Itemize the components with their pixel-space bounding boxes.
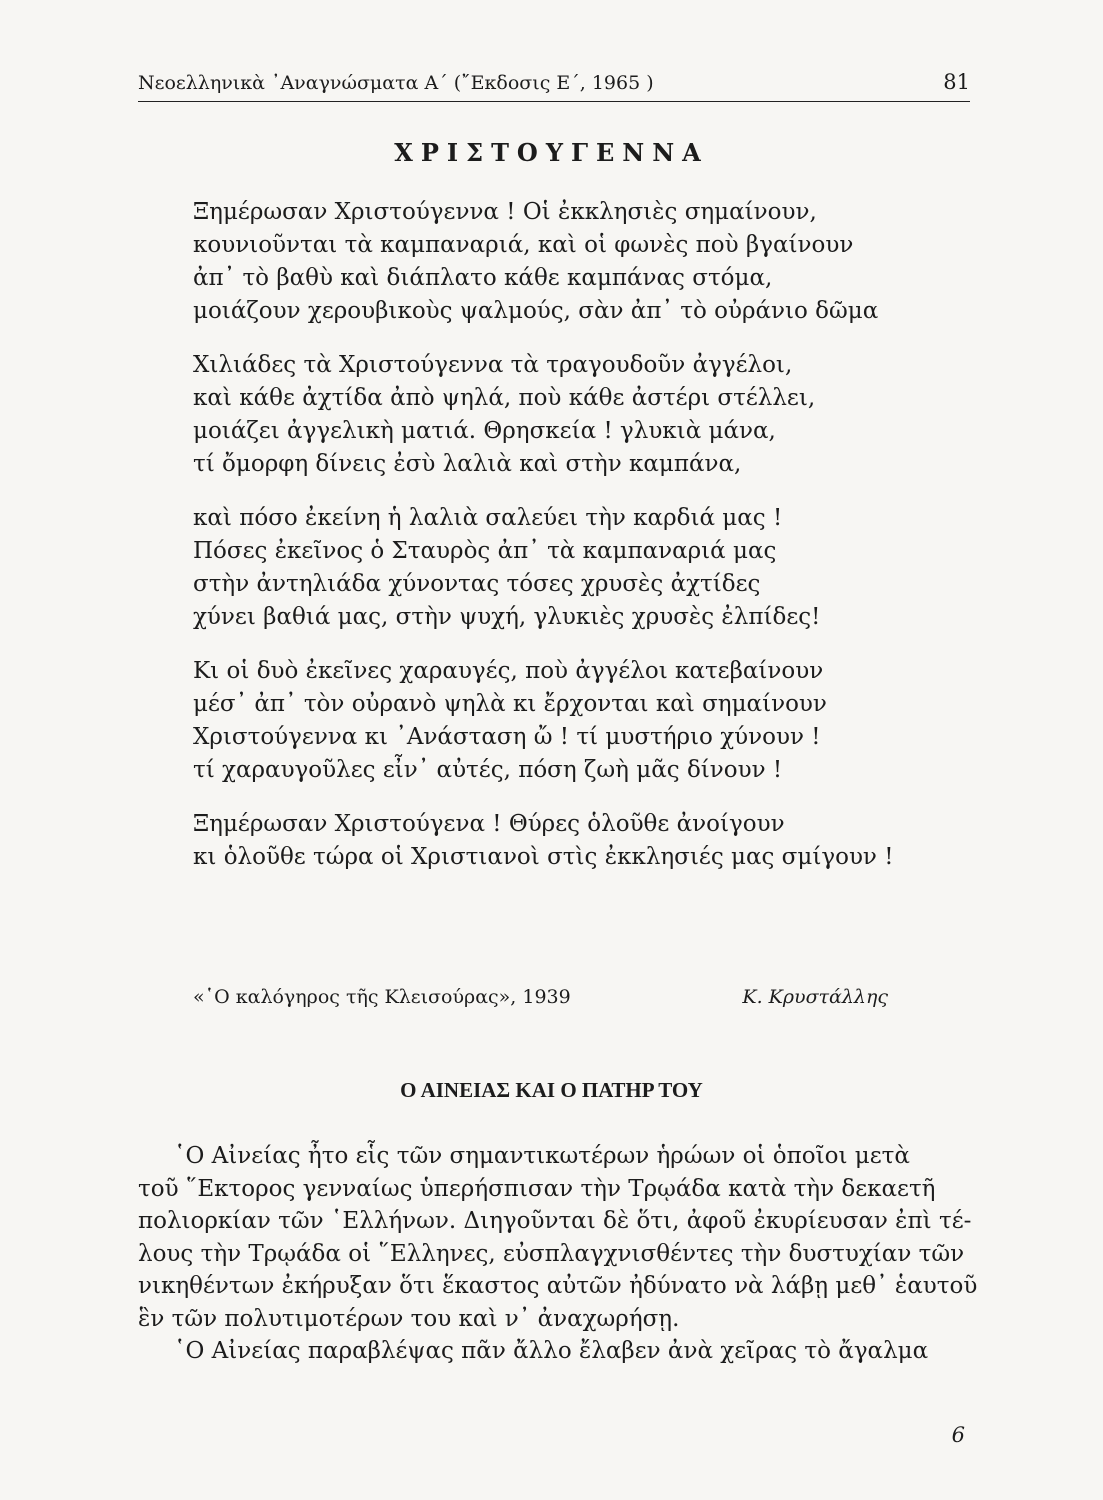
poem-line: Ξημέρωσαν Χριστούγενα ! Θύρες ὁλοῦθε ἀνοίγουν: [193, 811, 785, 837]
poem-line: κουνιοῦνται τὰ καμπαναριά, καὶ οἱ φωνὲς ποὺ βγαίνουν: [193, 232, 854, 258]
poem-attribution: [193, 986, 888, 1008]
poem-line: καὶ κάθε ἀχτίδα ἀπὸ ψηλά, ποὺ κάθε ἀστέρι στέλλει,: [193, 385, 816, 411]
poem-line: καὶ πόσο ἐκείνη ἡ λαλιὰ σαλεύει τὴν καρδιά μας !: [193, 505, 783, 531]
poem-line: στὴν ἀντηλιάδα χύνοντας τόσες χρυσὲς ἀχτίδες: [193, 571, 761, 597]
poem-source: «῾Ο καλόγηρος τῆς Κλεισούρας», 1939: [193, 986, 571, 1008]
prose-text: [138, 1140, 978, 1368]
poem-line: Κι οἱ δυὸ ἐκεῖνες χαραυγές, ποὺ ἀγγέλοι κατεβαίνουν: [193, 658, 824, 684]
poem-author: Κ. Κρυστάλλης: [742, 986, 888, 1008]
prose-line: πολιορκίαν τῶν ῾Ελλήνων. Διηγοῦνται δὲ ὅτι, ἀφοῦ ἐκυρίευσαν ἐπὶ τέ-: [138, 1208, 972, 1234]
prose-line: νικηθέντων ἐκήρυξαν ὅτι ἕκαστος αὐτῶν ἠδύνατο νὰ λάβῃ μεθ᾿ ἑαυτοῦ: [138, 1273, 978, 1299]
prose-line: λους τὴν Τρῳάδα οἱ ῞Ελληνες, εὐσπλαγχνισθέντες τὴν δυστυχίαν τῶν: [138, 1240, 965, 1267]
poem-title: ΧΡΙΣΤΟΥΓΕΝΝΑ: [394, 138, 709, 167]
poem-stanza: [193, 502, 983, 634]
poem: [193, 196, 983, 895]
poem-line: τί ὄμορφη δίνεις ἐσὺ λαλιὰ καὶ στὴν καμπάνα,: [193, 451, 742, 477]
prose-line: ἓν τῶν πολυτιμοτέρων του καὶ ν᾿ ἀναχωρήσῃ.: [138, 1305, 680, 1332]
poem-line: Πόσες ἐκεῖνος ὁ Σταυρὸς ἀπ᾿ τὰ καμπαναριά μας: [193, 538, 777, 564]
poem-stanza: [193, 196, 983, 328]
poem-stanza: [193, 808, 983, 874]
poem-stanza: [193, 655, 983, 787]
prose-line: τοῦ ῞Εκτορος γενναίως ὑπερήσπισαν τὴν Τρῳάδα κατὰ τὴν δεκαετῆ: [138, 1175, 936, 1202]
poem-line: Χριστούγεννα κι ᾿Ανάσταση ὤ ! τί μυστήριο χύνουν !: [193, 724, 821, 750]
poem-line: χύνει βαθιά μας, στὴν ψυχή, γλυκιὲς χρυσὲς ἐλπίδες!: [193, 604, 821, 630]
poem-line: Ξημέρωσαν Χριστούγεννα ! Οἱ ἐκκλησιὲς σημαίνουν,: [193, 199, 817, 225]
poem-line: μοιάζουν χερουβικοὺς ψαλμούς, σὰν ἀπ᾿ τὸ οὐράνιο δῶμα: [193, 298, 879, 324]
poem-line: μέσ᾿ ἀπ᾿ τὸν οὐρανὸ ψηλὰ κι ἔρχονται καὶ σημαίνουν: [193, 691, 827, 717]
prose-line: ῾Ο Αἰνείας παραβλέψας πᾶν ἄλλο ἔλαβεν ἀνὰ χεῖρας τὸ ἄγαλμα: [174, 1338, 929, 1364]
signature-mark: 6: [951, 1423, 965, 1447]
poem-line: τί χαραυγοῦλες εἶν᾿ αὐτές, πόση ζωὴ μᾶς δίνουν !: [193, 757, 783, 783]
prose-line: ῾Ο Αἰνείας ἦτο εἷς τῶν σημαντικωτέρων ἡρώων οἱ ὁποῖοι μετὰ: [174, 1143, 910, 1169]
page-number: 81: [943, 70, 970, 94]
running-title: Νεοελληνικὰ ᾿Αναγνώσματα Α΄ (῎Εκδοσις Ε΄, 1965 ): [138, 72, 654, 94]
running-header: [138, 70, 970, 102]
poem-line: ἀπ᾿ τὸ βαθὺ καὶ διάπλατο κάθε καμπάνας στόμα,: [193, 265, 773, 291]
poem-line: μοιάζει ἀγγελικὴ ματιά. Θρησκεία ! γλυκιὰ μάνα,: [193, 418, 776, 444]
prose-title: Ο ΑΙΝΕΙΑΣ ΚΑΙ Ο ΠΑΤΗΡ ΤΟΥ: [400, 1078, 703, 1102]
poem-line: κι ὁλοῦθε τώρα οἱ Χριστιανοὶ στὶς ἐκκλησιές μας σμίγουν !: [193, 844, 894, 870]
poem-stanza: [193, 349, 983, 481]
poem-line: Χιλιάδες τὰ Χριστούγεννα τὰ τραγουδοῦν ἀγγέλοι,: [193, 352, 793, 378]
